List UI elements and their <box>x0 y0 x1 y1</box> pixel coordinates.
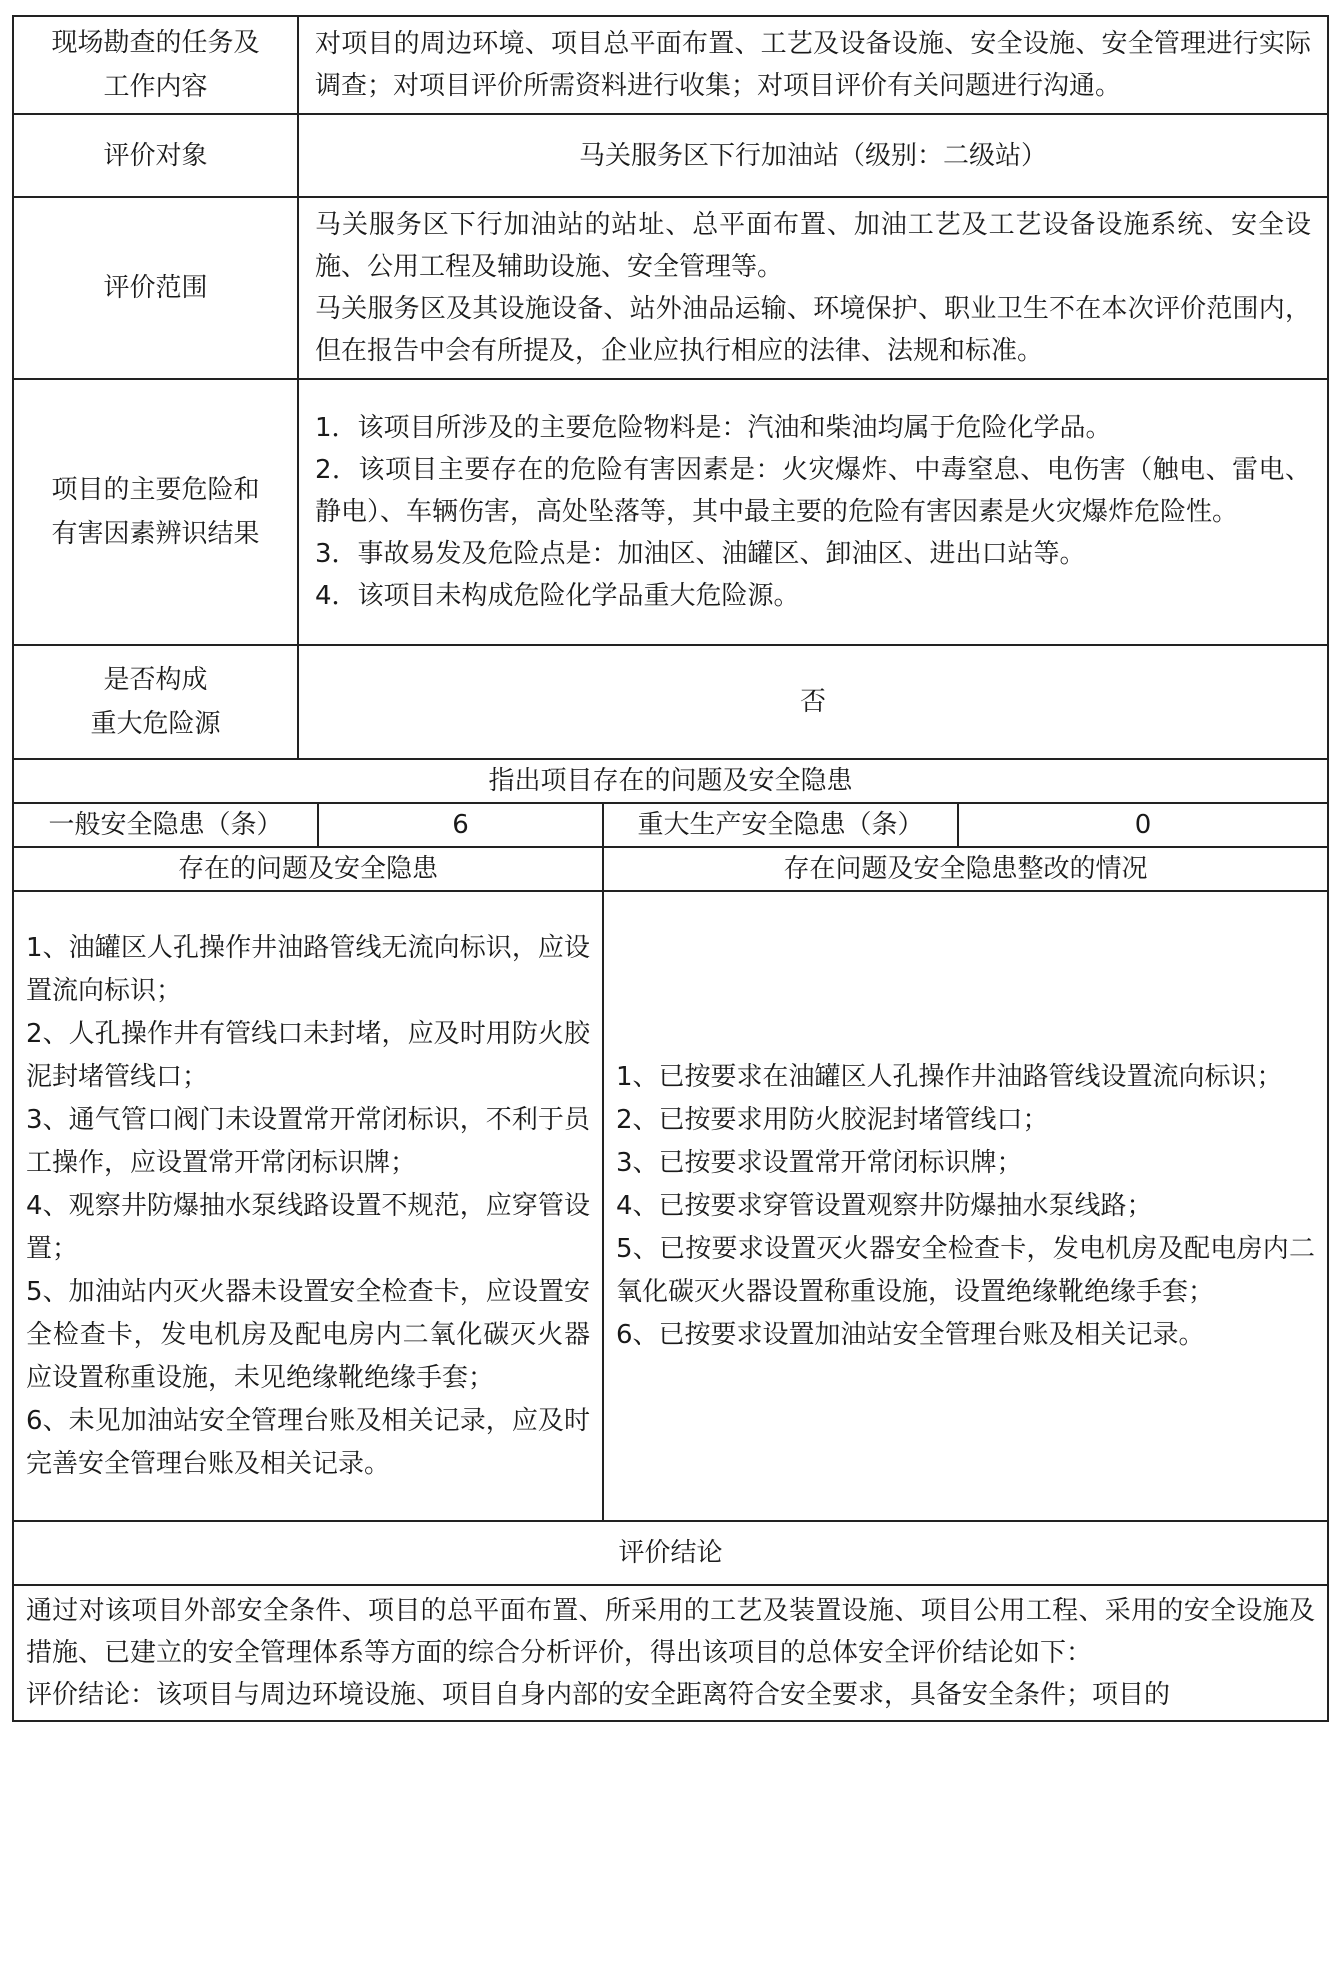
general-hazard-label: 一般安全隐患（条） <box>13 803 318 847</box>
rectification-item: 2、已按要求用防火胶泥封堵管线口； <box>616 1104 1049 1135</box>
major-hazard-label-line2: 重大危险源 <box>90 709 221 739</box>
major-hazard-count-label: 重大生产安全隐患（条） <box>603 803 958 847</box>
scope-paragraph-1: 马关服务区下行加油站的站址、总平面布置、加油工艺及工艺设备设施系统、安全设施、公用工程及辅助设施、安全管理等。 <box>315 210 1311 282</box>
hazards-content <box>298 379 1328 645</box>
hazards-row <box>13 379 1328 645</box>
issues-title-row <box>13 759 1328 803</box>
issues-header-row <box>13 847 1328 891</box>
conclusion-title: 评价结论 <box>13 1521 1328 1585</box>
major-hazard-value: 否 <box>298 645 1328 759</box>
hazard-item: 1．该项目所涉及的主要危险物料是：汽油和柴油均属于危险化学品。 <box>315 413 1112 443</box>
general-hazard-count: 6 <box>318 803 603 847</box>
problem-item: 6、未见加油站安全管理台账及相关记录，应及时完善安全管理台账及相关记录。 <box>26 1405 590 1479</box>
survey-label-line2: 工作内容 <box>103 72 208 102</box>
rectification-item: 4、已按要求穿管设置观察井防爆抽水泵线路； <box>616 1190 1153 1221</box>
object-label: 评价对象 <box>13 114 298 197</box>
problem-item: 5、加油站内灭火器未设置安全检查卡，应设置安全检查卡，发电机房及配电房内二氧化碳灭火器应设置称重设施，未见绝缘靴绝缘手套； <box>26 1276 590 1393</box>
problems-column-header: 存在的问题及安全隐患 <box>13 847 603 891</box>
rectification-item: 6、已按要求设置加油站安全管理台账及相关记录。 <box>616 1319 1205 1350</box>
object-content: 马关服务区下行加油站（级别：二级站） <box>298 114 1328 197</box>
issues-section-title: 指出项目存在的问题及安全隐患 <box>13 759 1328 803</box>
issues-table <box>12 758 1329 848</box>
conclusion-title-row <box>13 1521 1328 1585</box>
scope-row <box>13 197 1328 379</box>
major-hazard-label <box>13 645 298 759</box>
problem-item: 1、油罐区人孔操作井油路管线无流向标识，应设置流向标识； <box>26 932 590 1006</box>
conclusion-body <box>13 1585 1328 1721</box>
conclusion-body-row <box>13 1585 1328 1721</box>
scope-content <box>298 197 1328 379</box>
rectification-item: 5、已按要求设置灭火器安全检查卡，发电机房及配电房内二氧化碳灭火器设置称重设施，设置绝缘靴绝缘手套； <box>616 1233 1315 1307</box>
major-hazard-count: 0 <box>958 803 1328 847</box>
major-hazard-row <box>13 645 1328 759</box>
survey-label <box>13 16 298 114</box>
summary-table <box>12 15 1329 760</box>
survey-content: 对项目的周边环境、项目总平面布置、工艺及设备设施、安全设施、安全管理进行实际调查；对项目评价所需资料进行收集；对项目评价有关问题进行沟通。 <box>298 16 1328 114</box>
scope-label: 评价范围 <box>13 197 298 379</box>
rectification-list <box>603 891 1328 1521</box>
hazards-label <box>13 379 298 645</box>
issues-detail-table <box>12 846 1329 1722</box>
counts-row <box>13 803 1328 847</box>
rectification-column-header: 存在问题及安全隐患整改的情况 <box>603 847 1328 891</box>
hazard-item: 2．该项目主要存在的危险有害因素是：火灾爆炸、中毒窒息、电伤害（触电、雷电、静电）、车辆伤害，高处坠落等，其中最主要的危险有害因素是火灾爆炸危险性。 <box>315 455 1311 527</box>
survey-label-line1: 现场勘查的任务及 <box>51 28 260 58</box>
conclusion-paragraph-1: 通过对该项目外部安全条件、项目的总平面布置、所采用的工艺及装置设施、项目公用工程、采用的安全设施及措施、已建立的安全管理体系等方面的综合分析评价，得出该项目的总体安全评价结论如下： <box>26 1596 1315 1668</box>
rectification-item: 1、已按要求在油罐区人孔操作井油路管线设置流向标识； <box>616 1061 1283 1092</box>
problem-item: 2、人孔操作井有管线口未封堵，应及时用防火胶泥封堵管线口； <box>26 1018 590 1092</box>
survey-row <box>13 16 1328 114</box>
object-row <box>13 114 1328 197</box>
conclusion-paragraph-2: 评价结论：该项目与周边环境设施、项目自身内部的安全距离符合安全要求，具备安全条件；项目的 <box>26 1680 1171 1710</box>
issues-body-row <box>13 891 1328 1521</box>
problem-item: 4、观察井防爆抽水泵线路设置不规范，应穿管设置； <box>26 1190 590 1264</box>
problems-list <box>13 891 603 1521</box>
hazard-item: 4．该项目未构成危险化学品重大危险源。 <box>315 581 800 611</box>
hazards-label-line1: 项目的主要危险和 <box>51 475 260 505</box>
problem-item: 3、通气管口阀门未设置常开常闭标识，不利于员工操作，应设置常开常闭标识牌； <box>26 1104 590 1178</box>
rectification-item: 3、已按要求设置常开常闭标识牌； <box>616 1147 1023 1178</box>
hazard-item: 3．事故易发及危险点是：加油区、油罐区、卸油区、进出口站等。 <box>315 539 1086 569</box>
scope-paragraph-2: 马关服务区及其设施设备、站外油品运输、环境保护、职业卫生不在本次评价范围内，但在报告中会有所提及，企业应执行相应的法律、法规和标准。 <box>315 294 1311 366</box>
hazards-label-line2: 有害因素辨识结果 <box>51 519 260 549</box>
evaluation-report-table <box>12 15 1327 1722</box>
major-hazard-label-line1: 是否构成 <box>103 665 208 695</box>
